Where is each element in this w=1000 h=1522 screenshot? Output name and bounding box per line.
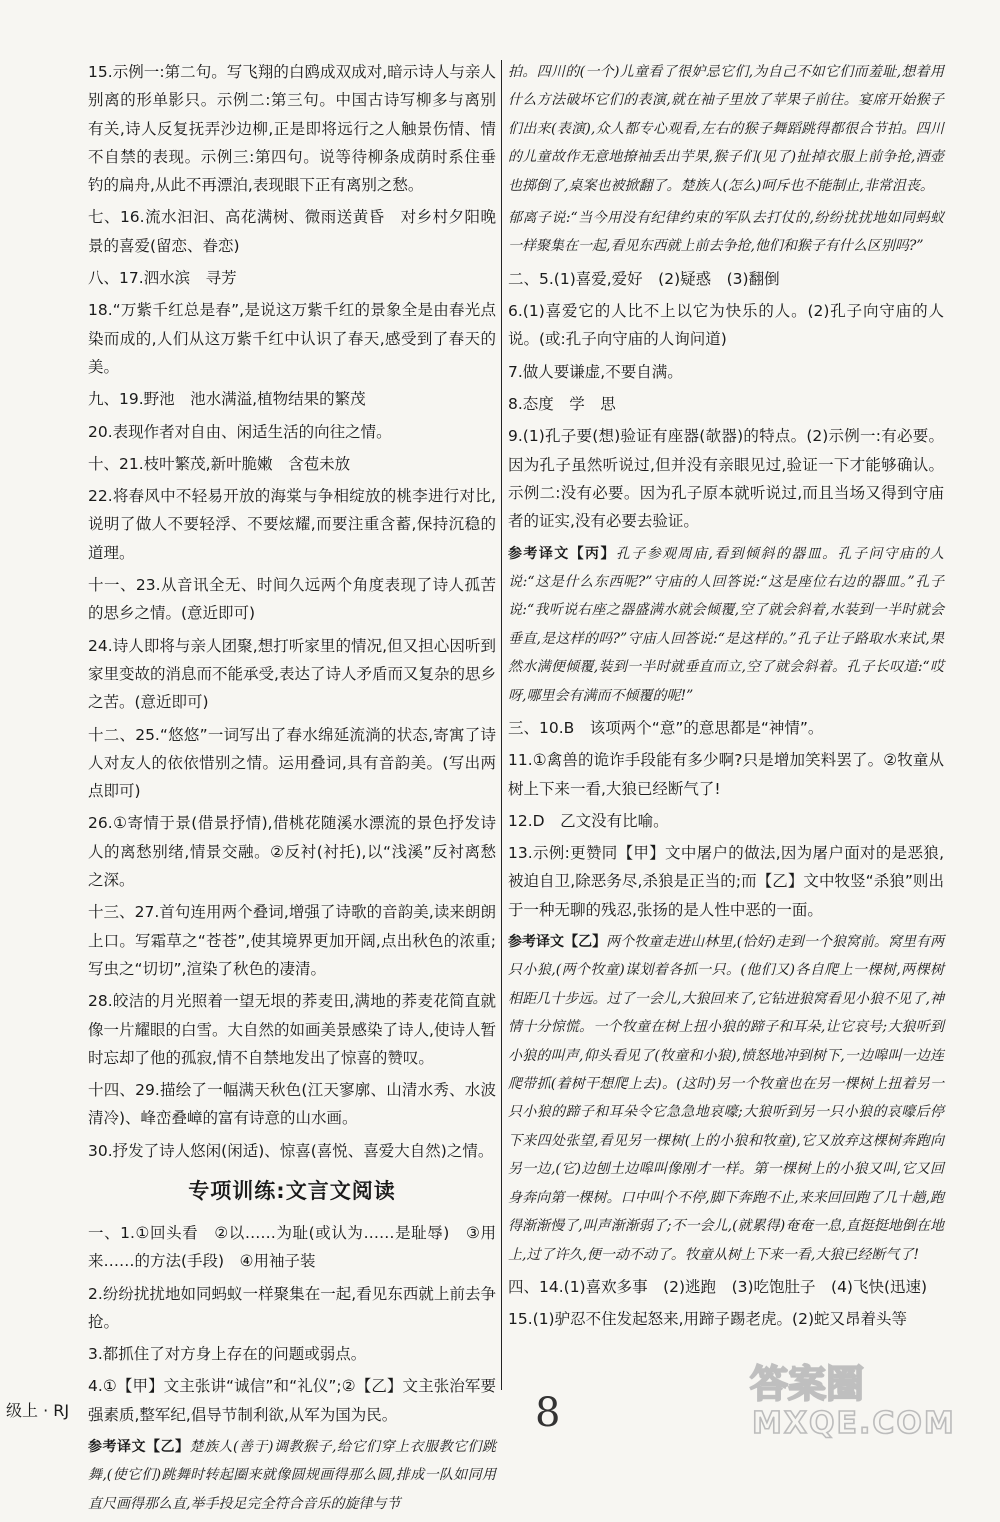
- answer-text: 8.态度 学 思: [508, 395, 616, 414]
- answer-text: 十、21.枝叶繁茂,新叶脆嫩 含苞未放: [88, 454, 351, 473]
- answer-paragraph: [88, 632, 496, 717]
- answer-text: 郁离子说:“当今用没有纪律约束的军队去打仗的,纷纷扰扰地如同蚂蚁一样聚集在一起,看见东西就上前去争抢,他们和猴子有什么区别吗?”: [508, 210, 944, 255]
- answer-paragraph: [88, 1219, 496, 1276]
- answer-paragraph: [508, 1273, 944, 1301]
- page-number: 8: [535, 1390, 561, 1436]
- answer-text: 24.诗人即将与亲人团聚,想打听家里的情况,但又担心因听到家里变故的消息而不能承受,表达了诗人矛盾而又复杂的思乡之苦。(意近即可): [88, 636, 496, 712]
- answer-text: 7.做人要谦虚,不要自满。: [508, 362, 683, 381]
- answer-text: 6.(1)喜爱它的人比不上以它为快乐的人。(2)孔子向守庙的人说。(或:孔子向守庙的人询问道): [508, 302, 944, 349]
- watermark-url: MXQE.COM: [752, 1406, 956, 1439]
- answer-text: 22.将春风中不轻易开放的海棠与争相绽放的桃李进行对比,说明了做人不要轻浮、不要炫耀,而要注重含蓄,保持沉稳的道理。: [88, 487, 496, 562]
- answer-paragraph: [88, 385, 496, 413]
- answer-text: 两个牧童走进山林里,(恰好)走到一个狼窝前。窝里有两只小狼,(两个牧童)谋划着各抓一只。(他们又)各自爬上一棵树,两棵树相距几十步远。过了一会儿,大狼回来了,它钻进狼窝看见小狼不见了,神情十分惊慌。一个牧童在树上扭小狼的蹄子和耳朵,让它哀号;大狼听到小狼的叫声,仰头看见了(牧童和小狼),愤怒地冲到树下,一边嗥叫一边连爬带抓(着树干想爬上去)。(这时)另一个牧童也在另一棵树上扭着另一只小狼的蹄子和耳朵令它急急地哀嚎;大狼听到另一只小狼的哀嚎后停下来四处张望,看见另一棵树(上的小狼和牧童),它又放弃这棵树奔跑向另一边,(它)边刨土边嗥叫像刚才一样。第一棵树上的小狼又叫,它又回身奔向第一棵树。口中叫个不停,脚下奔跑不止,来来回回跑了几十趟,跑得渐渐慢了,叫声渐渐弱了;不一会儿,(就累得)奄奄一息,直挺挺地倒在地上,过了许久,便一动不动了。牧童从树上下来一看,大狼已经断气了!: [508, 934, 945, 1263]
- answer-text: 11.①禽兽的诡诈手段能有多少啊?只是增加笑料罢了。②牧童从树上下来一看,大狼已经断气了!: [508, 751, 944, 798]
- answer-paragraph: [88, 1137, 496, 1165]
- answer-paragraph: [508, 422, 944, 535]
- answer-text: 28.皎洁的月光照着一望无垠的荞麦田,满地的荞麦花简直就像一片耀眼的白雪。大自然的如画美景感染了诗人,使诗人暂时忘却了他的孤寂,情不自禁地发出了惊喜的赞叹。: [88, 992, 496, 1067]
- column-divider: [501, 60, 502, 1390]
- section-title: 专项训练:文言文阅读: [188, 1178, 396, 1203]
- answer-paragraph: [508, 390, 944, 418]
- answer-paragraph: [88, 809, 496, 894]
- answer-paragraph: [88, 203, 496, 260]
- answer-paragraph: [508, 358, 944, 386]
- answer-paragraph: [508, 297, 944, 354]
- answer-paragraph: [508, 540, 944, 710]
- answer-text: 20.表现作者对自由、闲适生活的向往之情。: [88, 422, 392, 441]
- answer-paragraph: [508, 714, 944, 742]
- answer-text: 13.示例:更赞同【甲】文中屠户的做法,因为屠户面对的是恶狼,被迫自卫,除恶务尽,杀狼是正当的;而【乙】文中牧竖“杀狼”则出于一种无聊的残忍,张扬的是人性中恶的一面。: [508, 844, 944, 919]
- answer-paragraph: [88, 58, 496, 199]
- answer-text: 一、1.①回头看 ②以……为耻(或认为……是耻辱) ③用来……的方法(手段) ④用袖子装: [88, 1223, 496, 1271]
- answer-list-right: [508, 58, 944, 1334]
- answer-text: 12.D 乙文没有比喻。: [508, 811, 669, 830]
- answer-text: 八、17.泗水滨 寻芳: [88, 269, 237, 288]
- answer-paragraph: [88, 1340, 496, 1368]
- answer-paragraph: [88, 721, 496, 806]
- answer-text: 二、5.(1)喜爱,爱好 (2)疑惑 (3)翻倒: [508, 269, 780, 288]
- answer-text: 26.①寄情于景(借景抒情),借桃花随溪水漂流的景色抒发诗人的离愁别绪,情景交融。②反衬(衬托),以“浅溪”反衬离愁之深。: [88, 814, 496, 890]
- answer-paragraph: [508, 928, 944, 1269]
- answer-text: 四、14.(1)喜欢多事 (2)逃跑 (3)吃饱肚子 (4)飞快(迅速): [508, 1277, 928, 1296]
- answer-text: 十三、27.首句连用两个叠词,增强了诗歌的音韵美,读来朗朗上口。写霜草之“苍苍”,使其境界更加开阔,点出秋色的浓重;写虫之“切切”,渲染了秋色的凄清。: [88, 903, 496, 978]
- answer-paragraph: [88, 571, 496, 628]
- answer-paragraph: [88, 1280, 496, 1337]
- watermark-title: 答案圈: [750, 1362, 865, 1406]
- answer-paragraph: [508, 265, 944, 293]
- answer-paragraph: [88, 987, 496, 1072]
- answer-paragraph: [88, 482, 496, 567]
- answer-text: 4.①【甲】文主张讲“诚信”和“礼仪”;②【乙】文主张治军要强素质,整军纪,倡导节制利欲,从军为国为民。: [88, 1377, 496, 1424]
- translation-label: 参考译文【乙】: [88, 1439, 190, 1456]
- grade-label: 级上 · RJ: [6, 1401, 70, 1420]
- answer-paragraph: [88, 296, 496, 381]
- answer-list-left-2: [88, 1219, 496, 1429]
- answer-paragraph: [508, 204, 944, 261]
- answer-text: 孔子参观周庙,看到倾斜的器皿。孔子问守庙的人说:“这是什么东西呢?”守庙的人回答说:“这是座位右边的器皿。”孔子说:“我听说右座之器盛满水就会倾覆,空了就会斜着,水装到一半时就会垂直,是这样的吗?”守庙人回答说:“是这样的。”孔子让子路取水来试,果然水满便倾覆,装到一半时就垂直而立,空了就会斜着。孔子长叹道:“哎呀,哪里会有满而不倾覆的呢!”: [508, 545, 944, 704]
- answer-text: 30.抒发了诗人悠闲(闲适)、惊喜(喜悦、喜爱大自然)之情。: [88, 1141, 494, 1160]
- translation-text: 楚族人(善于)调教猴子,给它们穿上衣服教它们跳舞,(使它们)跳舞时转起圈来就像圆规画得那么圆,排成一队如同用直尺画得那么直,举手投足完全符合音乐的旋律与节: [88, 1439, 496, 1512]
- translation-label: 参考译文【丙】: [508, 545, 616, 562]
- answer-paragraph: [508, 746, 944, 803]
- answer-text: 2.纷纷扰扰地如同蚂蚁一样聚集在一起,看见东西就上前去争抢。: [88, 1284, 496, 1331]
- answer-text: 3.都抓住了对方身上存在的问题或弱点。: [88, 1345, 367, 1364]
- watermark-logo: [740, 1353, 980, 1439]
- answer-text: 15.示例一:第二句。写飞翔的白鸥成双成对,暗示诗人与亲人别离的形单影只。示例二:第三句。中国古诗写柳多与离别有关,诗人反复抚弄沙边柳,正是即将远行之人触景伤情、情不自禁的表现。示例三:第四句。说等待柳条成荫时系住垂钓的扁舟,从此不再漂泊,表现眼下正有离别之愁。: [88, 63, 496, 195]
- answer-text: 18.“万紫千红总是春”,是说这万紫千红的景象全是由春光点染而成的,人们从这万紫千红中认识了春天,感受到了春天的美。: [88, 301, 496, 376]
- answer-paragraph: [508, 807, 944, 835]
- answer-paragraph: [88, 1076, 496, 1133]
- answer-text: 十一、23.从音讯全无、时间久远两个角度表现了诗人孤苦的思乡之情。(意近即可): [88, 576, 496, 623]
- translation-label: 参考译文【乙】: [508, 934, 607, 951]
- answer-paragraph: [88, 1372, 496, 1429]
- left-column: [88, 58, 496, 1522]
- answer-text: 七、16.流水汩汩、高花满树、微雨送黄昏 对乡村夕阳晚景的喜爱(留恋、眷恋): [88, 208, 496, 255]
- answer-paragraph: [88, 898, 496, 983]
- answer-paragraph: [88, 418, 496, 446]
- answer-paragraph: [508, 1305, 944, 1333]
- answer-text: 9.(1)孔子要(想)验证有座器(欹器)的特点。(2)示例一:有必要。因为孔子虽然听说过,但并没有亲眼见过,验证一下才能够确认。示例二:没有必要。因为孔子原本就听说过,而且当场又得到守庙者的证实,没有必要去验证。: [508, 427, 944, 531]
- answer-text: 九、19.野池 池水满溢,植物结果的繁茂: [88, 390, 366, 409]
- answer-text: 十二、25.“悠悠”一词写出了春水绵延流淌的状态,寄寓了诗人对友人的依依惜别之情。运用叠词,具有音韵美。(写出两点即可): [88, 725, 496, 801]
- answer-text: 15.(1)驴忍不住发起怒来,用蹄子踢老虎。(2)蛇又昂着头等: [508, 1310, 907, 1329]
- answer-paragraph: [508, 58, 944, 200]
- answer-paragraph: [508, 839, 944, 924]
- answer-text: 十四、29.描绘了一幅满天秋色(江天寥廓、山清水秀、水波清冷)、峰峦叠嶂的富有诗意的山水画。: [88, 1081, 496, 1128]
- answer-text: 三、10.B 该项两个“意”的意思都是“神情”。: [508, 718, 824, 737]
- answer-paragraph: [88, 264, 496, 292]
- right-column: [508, 58, 944, 1338]
- answer-list-left: [88, 58, 496, 1165]
- answer-text: 拍。四川的(一个)儿童看了很妒忌它们,为自己不如它们而羞耻,想着用什么方法破坏它们的表演,就在袖子里放了苹果子前往。宴席开始猴子们出来(表演),众人都专心观看,左右的猴子舞蹈跳得都很合节拍。四川的儿童故作无意地撩袖丢出芋果,猴子们(见了)扯掉衣服上前争抢,酒壶也掷倒了,桌案也被掀翻了。楚族人(怎么)呵斥也不能制止,非常沮丧。: [508, 64, 944, 194]
- answer-paragraph: [88, 450, 496, 478]
- translation-paragraph: [88, 1433, 496, 1518]
